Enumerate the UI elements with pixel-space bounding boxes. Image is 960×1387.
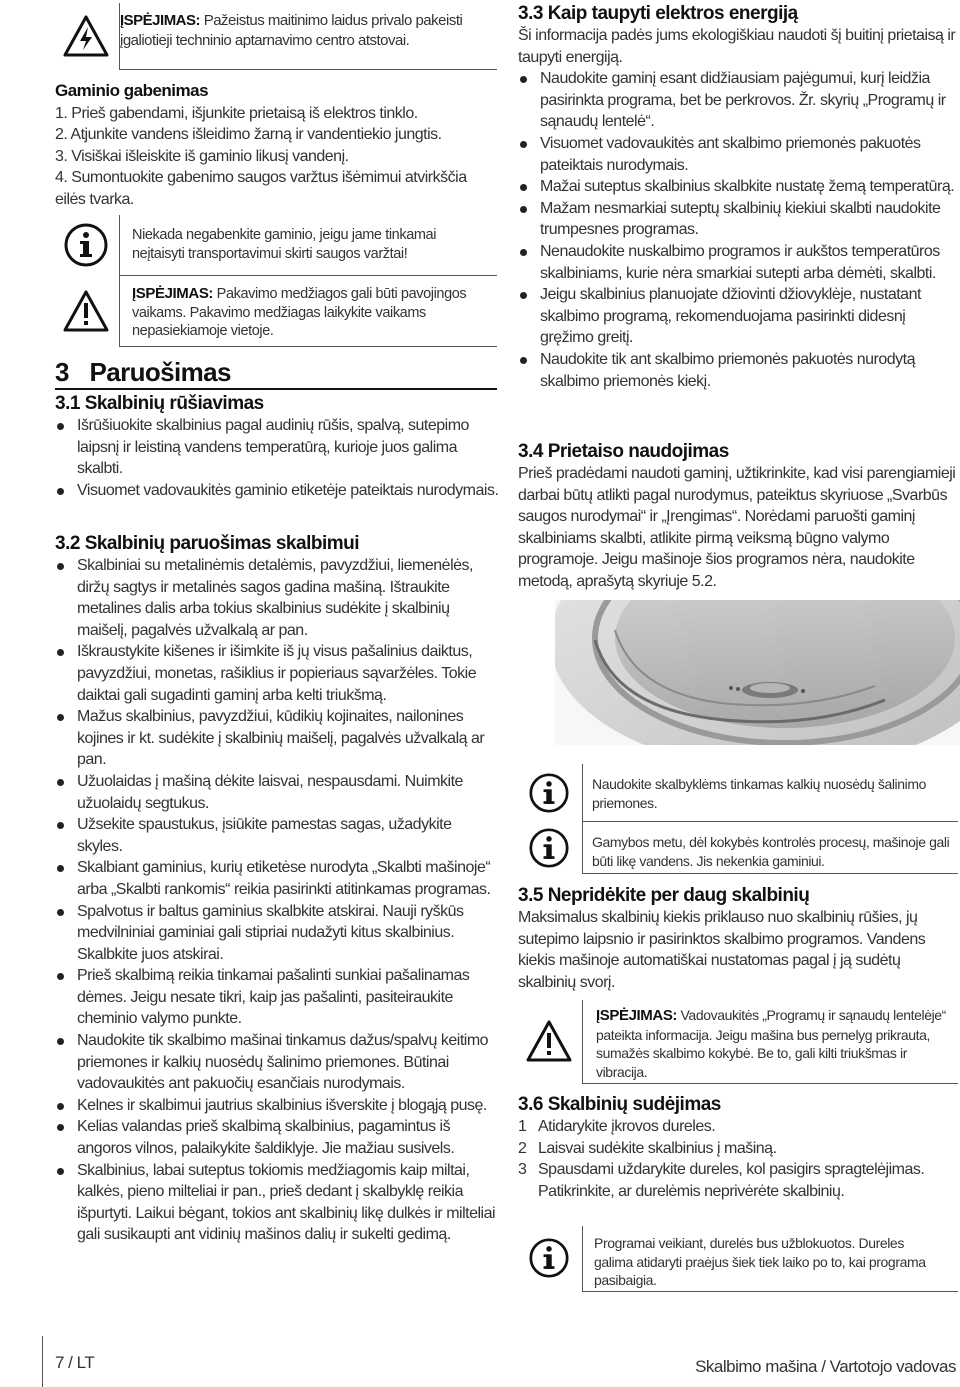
warning-box-top <box>55 3 497 70</box>
footer-divider <box>42 1336 43 1387</box>
electric-hazard-icon <box>55 3 117 69</box>
section-3-4-title: 3.4 Prietaiso naudojimas <box>518 441 729 462</box>
info-icon <box>55 215 117 275</box>
warning-label: ĮSPĖJIMAS: <box>120 12 201 29</box>
warning-triangle-icon <box>518 1000 580 1082</box>
list-item: Naudokite tik ant skalbimo priemonės pakuotės nurodytą skalbimo priemonės kiekį. <box>518 349 958 392</box>
list-item: Nenaudokite nuskalbimo programos ir aukštos temperatūros skalbiniams, kurie nėra smarkiai sutepti arba dėmėti, skalbti. <box>518 241 958 284</box>
section-3-1 <box>55 393 500 501</box>
overload-warning-text: ĮSPĖJIMAS: Vadovaukitės „Programų ir sąnaudų lentelėje“ pateikta informacija. Jeigu mašina bus pernelyg prikrauta, sumažės skalbimo kokybė. Be to, gali kilti triukšmas ir vibracija. <box>596 1007 946 1080</box>
list-item: Iškraustykite kišenes ir išimkite iš jų visus pašalinius daiktus, pavyzdžiui, monetas, rašiklius ir popieriaus sąvaržėles. Tokie daiktai gali sugadinti gaminį arba kelti triukšmą. <box>55 641 500 706</box>
list-item: Visuomet vadovaukitės gaminio etiketėje pateiktais nurodymais. <box>55 480 500 502</box>
list-item: 1 Atidarykite įkrovos dureles. <box>518 1118 716 1135</box>
washing-machine-drum-illustration <box>555 600 960 745</box>
list-item: Visuomet vadovaukitės ant skalbimo priemonės pakuotės pateiktais nurodymais. <box>518 133 958 176</box>
list-item: Mažam nesmarkiai suteptų skalbinių kiekiui skalbti naudokite trumpesnes programas. <box>518 198 958 241</box>
list-item: Užuolaidas į mašiną dėkite laisvai, nespausdami. Nuimkite užuolaidų segtukus. <box>55 771 500 814</box>
list-item: Mažus skalbinius, pavyzdžiui, kūdikių kojinaites, nailonines kojines ir kt. sudėkite į skalbinių maišelį, pagalvės užvalkalą ar pan. <box>55 706 500 771</box>
list-item: Naudokite tik skalbimo mašinai tinkamus dažus/spalvų keitimo priemones ir kalkių nuosėdų šalinimo priemones. Būtinai vadovaukitės ant pakuočių esančiais nurodymais. <box>55 1030 500 1095</box>
transport-step: 3. Visiškai išleiskite iš gaminio likusį vandenį. <box>55 147 349 165</box>
section-3-2 <box>55 533 500 1246</box>
section-3-3-title: 3.3 Kaip taupyti elektros energiją <box>518 3 798 24</box>
transport-step: 4. Sumontuokite gabenimo saugos varžtus išėmimui atvirkščia eilės tvarka. <box>55 169 467 208</box>
info-icon <box>518 1226 580 1290</box>
page-number: 7 / LT <box>55 1353 95 1372</box>
list-item: Jeigu skalbinius planuojate džiovinti džiovyklėje, nustatant skalbimo programą, rekomenduojama pasirinkti didesnį gręžimo greitį. <box>518 284 958 349</box>
overload-warning-box <box>518 1000 958 1084</box>
transport-step: 2. Atjunkite vandens išleidimo žarną ir vandentiekio jungtis. <box>55 126 442 144</box>
list-item: Išrūšiuokite skalbinius pagal audinių rūšis, spalvą, sutepimo laipsnį ir leistiną vandens temperatūrą, kurioje juos galima skalbti. <box>55 415 500 480</box>
section-3-5-title: 3.5 Nepridėkite per daug skalbinių <box>518 885 810 906</box>
section-3-5 <box>518 885 958 993</box>
transport-step: 1. Prieš gabendami, išjunkite prietaisą iš elektros tinklo. <box>55 104 418 122</box>
footer-title: Skalbimo mašina / Vartotojo vadovas <box>695 1357 956 1376</box>
list-item: 3 Spausdami uždarykite dureles, kol pasigirs spragtelėjimas. Patikrinkite, ar durelėmis neprivėrėte skalbinių. <box>518 1161 925 1200</box>
info-icon <box>518 764 580 821</box>
section-3-6-title: 3.6 Skalbinių sudėjimas <box>518 1094 721 1115</box>
info-icon <box>518 823 580 873</box>
note-descaler: Naudokite skalbyklėms tinkamas kalkių nuosėdų šalinimo priemones. <box>592 776 927 811</box>
transport-section <box>55 80 495 211</box>
note-residual-water: Gamybos metu, dėl kokybės kontrolės procesų, mašinoje gali būti likę vandens. Jis nekenkia gaminiui. <box>592 834 950 869</box>
section-3-3 <box>518 3 958 392</box>
door-lock-note: Programai veikiant, durelės bus užblokuotos. Dureles galima atidaryti praėjus šiek tiek laiko po to, kai programa pasibaigia. <box>594 1235 926 1288</box>
section-3-3-intro: Ši informacija padės jums ekologiškiau naudoti šį buitinį prietaisą ir taupyti energiją. <box>518 27 956 66</box>
door-lock-note-box <box>518 1226 958 1292</box>
list-item: Skalbiniai su metalinėmis detalėmis, pavyzdžiui, liemenėlės, diržų sagtys ir metalinės sagos gadina mašiną. Ištraukite metalines dalis arba tokius skalbinius sudėkite į skalbinių maišelį, pagalvės užvalkalą ar pan. <box>55 555 500 641</box>
notes-mid-box <box>518 764 958 874</box>
list-item: Skalbinius, labai suteptus tokiomis medžiagomis kaip miltai, kalkės, pieno milteliai ir pan., prieš dedant į skalbyklę reikia išpurtyti. Laikui bėgant, tokios ant skalbinių likę dulkės ir milteliai gali susikaupti ant vidinių mašinos dalių ir sukelti gedimą. <box>55 1160 500 1246</box>
section-3-2-title: 3.2 Skalbinių paruošimas skalbimui <box>55 533 360 554</box>
section-3-1-title: 3.1 Skalbinių rūšiavimas <box>55 393 264 414</box>
list-item: Spalvotus ir baltus gaminius skalbkite atskirai. Nauji ryškūs medvilniniai gaminiai gali stipriai nudažyti kitus skalbinius. Skalbkite juos atskirai. <box>55 901 500 966</box>
list-item: 2 Laisvai sudėkite skalbinius į mašiną. <box>518 1139 777 1157</box>
transport-warning-note: ĮSPĖJIMAS: Pakavimo medžiagos gali būti pavojingos vaikams. Pakavimo medžiagas laikykite vaikams nepasiekiamoje vietoje. <box>132 285 467 339</box>
list-item: Užsekite spaustukus, įsiūkite pamestas sagas, užadykite skyles. <box>55 814 500 857</box>
transport-title: Gaminio gabenimas <box>55 81 209 100</box>
section-3-4 <box>518 441 958 593</box>
list-item: Kelnes ir skalbimui jautrius skalbinius išverskite į blogąją pusę. <box>55 1095 500 1117</box>
list-item: Prieš skalbimą reikia tinkamai pašalinti sunkiai pašalinamas dėmes. Jeigu nesate tikri, kaip jas pašalinti, pasiteiraukite cheminio valymo punkte. <box>55 965 500 1030</box>
list-item: Mažai suteptus skalbinius skalbkite nustatę žemą temperatūrą. <box>518 176 958 198</box>
list-item: Skalbiant gaminius, kurių etiketėse nurodyta „Skalbti mašinoje“ arba „Skalbti rankomis“ reikia pasirinkti atitinkamas programas. <box>55 857 500 900</box>
section-3-heading: 3 Paruošimas <box>55 357 497 388</box>
warning-top-text: ĮSPĖJIMAS: Pažeistus maitinimo laidus privalo pakeisti įgaliotieji techninio aptarnavimo centro atstovai. <box>120 12 463 49</box>
list-item: Naudokite gaminį esant didžiausiam pajėgumui, kurį leidžia pasirinkta programa, bet be perkrovos. Žr. skyrių „Programų ir sąnaudų lentelė“. <box>518 68 958 133</box>
list-item: Kelias valandas prieš skalbimą skalbinius, pagamintus iš angoros vilnos, palaikykite šaldiklyje. Jie mažiau susivels. <box>55 1116 500 1159</box>
section-3-4-text: Prieš pradėdami naudoti gaminį, užtikrinkite, kad visi parengiamieji darbai būtų atlikti pagal nurodymus, pateiktus skyriuose „Svarbūs saugos nurodymai“ ir „Įrengimas“. Norėdami paruošti gaminį skalbiniams skalbti, atlikite pirmą veiksmą būgno valymo programoje. Jeigu mašinoje šios programos nėra, naudokite metodą, aprašytą skyriuje 5.2. <box>518 465 956 590</box>
warning-triangle-icon <box>55 277 117 345</box>
section-3-5-text: Maksimalus skalbinių kiekis priklauso nuo skalbinių rūšies, jų sutepimo laipsnio ir pasirinktos skalbimo programos. Vandens kiekis mašinoje automatiškai nustatomas pagal į ją sudėtų skalbinių svorį. <box>518 909 926 991</box>
section-3-6 <box>518 1094 958 1202</box>
transport-info-note: Niekada negabenkite gaminio, jeigu jame tinkamai neįtaisyti transportavimui skirti saugos varžtai! <box>132 227 437 262</box>
transport-notes-box <box>55 215 497 347</box>
